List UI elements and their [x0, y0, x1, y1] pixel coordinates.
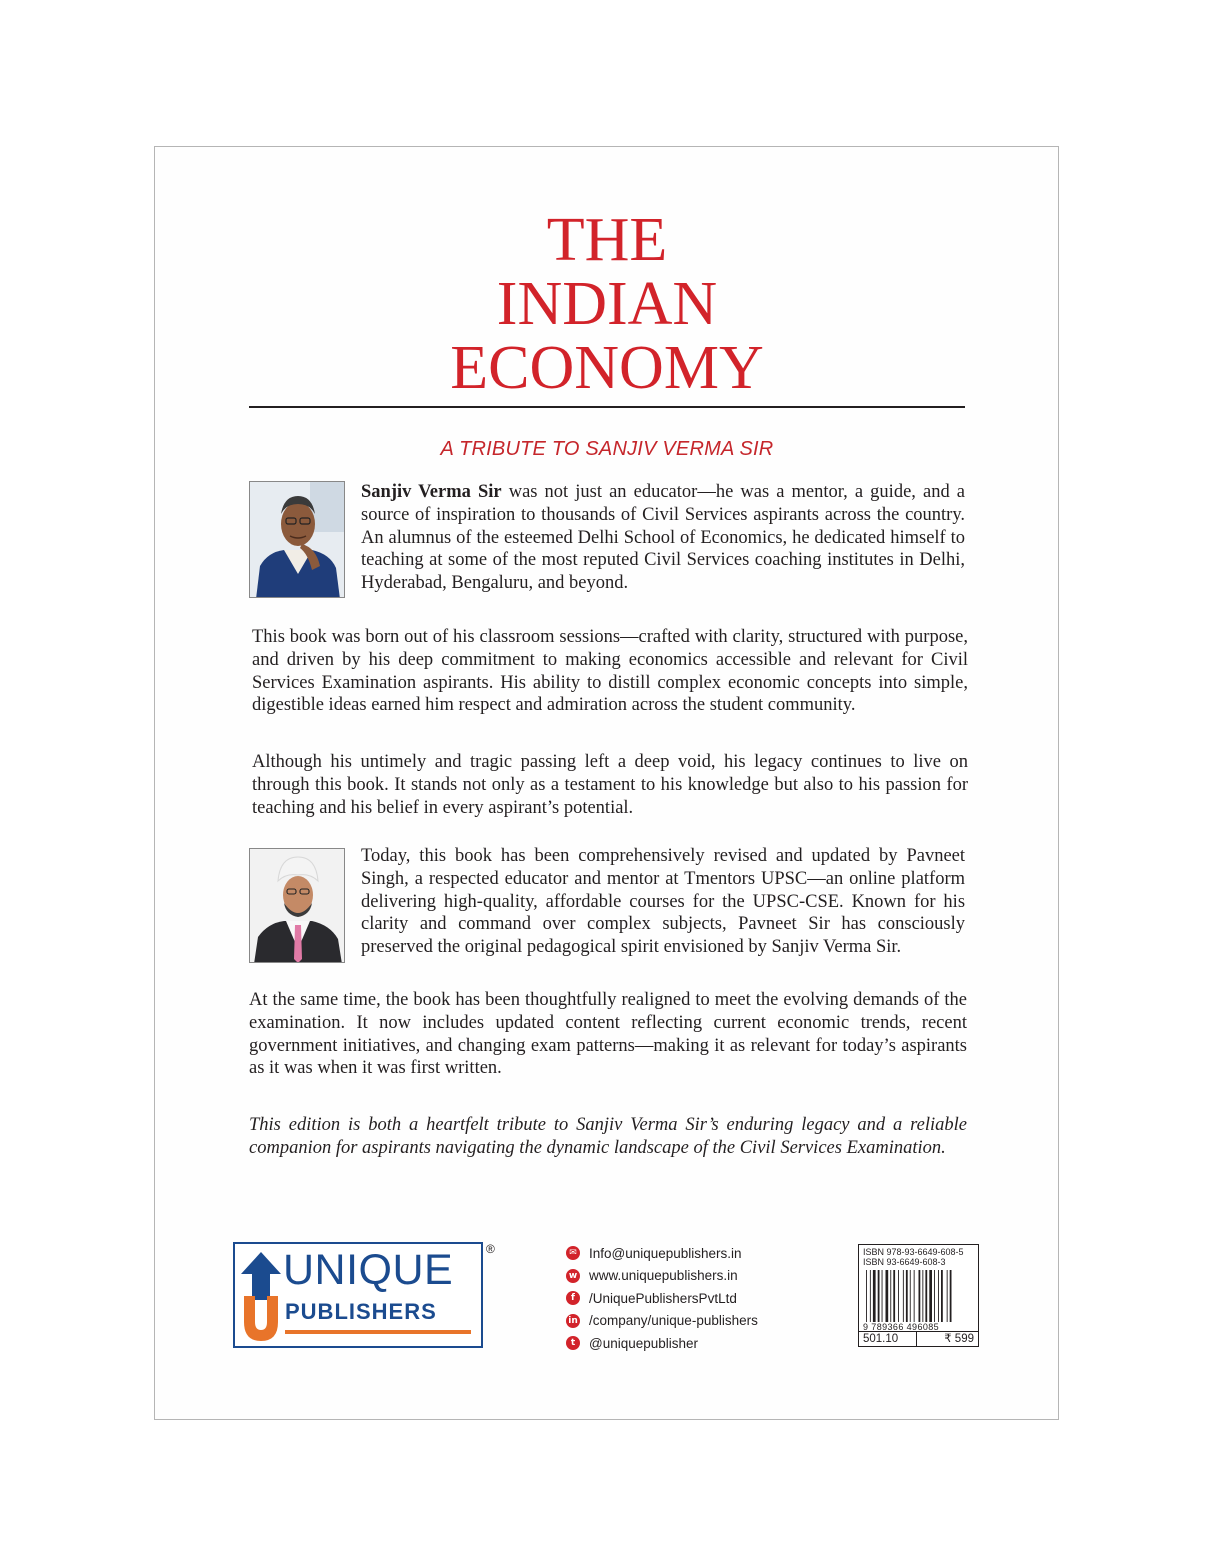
contact-text: /UniquePublishersPvtLtd: [589, 1290, 737, 1306]
title-line-2: INDIAN: [496, 270, 718, 338]
title-line-3: ECONOMY: [450, 334, 764, 402]
barcode-bar: [934, 1270, 935, 1322]
paragraph-line: pedagogical spirit envisioned by Sanjiv Verma Sir.: [526, 937, 902, 958]
barcode-bar: [878, 1270, 880, 1322]
isbn-footer: [859, 1331, 978, 1346]
title-line-1: THE: [546, 206, 668, 274]
barcode-bar: [893, 1270, 895, 1322]
barcode-bar: [910, 1270, 911, 1322]
contact-twitter[interactable]: [566, 1332, 758, 1355]
title-divider: [249, 406, 965, 408]
contact-linkedin[interactable]: [566, 1310, 758, 1333]
paragraph-line: demands of the examination. It now includes updated content reflecting current: [249, 990, 967, 1033]
contact-text: /company/unique-publishers: [589, 1313, 758, 1329]
intro-name: Sanjiv Verma Sir: [361, 482, 502, 502]
web-icon: w: [566, 1269, 580, 1283]
paragraph-realigned: [249, 989, 967, 1080]
barcode-bar: [914, 1270, 915, 1322]
intro-line: across the country. An alumnus of the esteemed Delhi School of: [361, 504, 965, 548]
barcode-bar: [898, 1270, 899, 1322]
barcode-bar: [866, 1270, 867, 1322]
isbn-block: [858, 1244, 979, 1347]
facebook-icon: f: [566, 1291, 580, 1305]
paragraph-line: patterns—making it as relevant for today’s aspirants as it was when it was first: [249, 1035, 968, 1079]
publisher-logo: [233, 1242, 483, 1348]
paragraph-line: Today, this book has been comprehensively revised and updated by: [361, 846, 898, 866]
contact-list: [566, 1242, 758, 1355]
intro-line: Bengaluru, and beyond.: [451, 573, 629, 594]
isbn-10: ISBN 93-6649-608-3: [863, 1257, 946, 1267]
barcode-bar: [925, 1270, 927, 1322]
paragraph-line: This book was born out of his classroom sessions—crafted with clarity, structured: [252, 627, 863, 647]
logo-underline: [285, 1330, 471, 1334]
sanjiv-verma-photo: [249, 481, 345, 598]
paragraph-line: with purpose, and driven by his deep commitment to making economics accessible: [252, 627, 968, 670]
paragraph-revision: [361, 845, 965, 959]
barcode-bar: [890, 1270, 891, 1322]
contact-text: Info@uniquepublishers.in: [589, 1245, 742, 1261]
contact-text: www.uniquepublishers.in: [589, 1268, 738, 1284]
paragraph-line: reliable companion for aspirants navigating the dynamic landscape of the Civil: [249, 1115, 968, 1158]
paragraph-line: Although his untimely and tragic passing left a deep void, his legacy continues to live: [252, 752, 941, 772]
email-icon: ✉: [566, 1246, 580, 1260]
barcode-bar: [950, 1270, 952, 1322]
barcode-bar: [903, 1270, 904, 1322]
logo-name-bottom: PUBLISHERS: [285, 1299, 437, 1324]
registered-mark: ®: [486, 1242, 495, 1256]
barcode-bar: [882, 1270, 883, 1322]
barcode-bar: [906, 1270, 908, 1322]
upload-arrow-icon: [241, 1252, 281, 1342]
paragraph-line: for the UPSC-CSE. Known for his clarity and command over complex: [361, 891, 966, 935]
paragraph-line: on through this book. It stands not only as a testament to his knowledge but also to: [252, 752, 968, 795]
paragraph-classroom: [252, 626, 968, 717]
paragraph-line: his passion for teaching and his belief in every aspirant’s potential.: [252, 774, 969, 818]
barcode-bar: [873, 1270, 876, 1322]
barcode-bar: [947, 1270, 948, 1322]
paragraph-line: economic trends, recent government initiatives, and changing exam: [249, 1012, 967, 1056]
paragraph-line: and relevant for Civil Services Examination aspirants. His ability to distill complex: [252, 649, 968, 693]
barcode: [864, 1270, 974, 1322]
twitter-icon: t: [566, 1336, 580, 1350]
intro-line: Economics, he dedicated himself to teaching at some of the most: [361, 527, 966, 571]
contact-website[interactable]: [566, 1265, 758, 1288]
isbn-13: ISBN 978-93-6649-608-5: [863, 1247, 964, 1257]
barcode-bar: [919, 1270, 921, 1322]
barcode-bar: [929, 1270, 932, 1322]
barcode-digits: 9 789366 496085: [863, 1322, 940, 1332]
barcode-bar: [922, 1270, 923, 1322]
intro-paragraph: [361, 481, 965, 595]
intro-line: was not just an educator—he was a mentor, a guide,: [508, 482, 916, 502]
paragraph-line: written.: [444, 1058, 502, 1079]
book-code: 501.10: [863, 1333, 899, 1345]
paragraph-legacy: [252, 751, 968, 819]
contact-facebook[interactable]: [566, 1287, 758, 1310]
book-title: [0, 208, 1214, 400]
pavneet-singh-photo: [249, 848, 345, 963]
contact-email[interactable]: [566, 1242, 758, 1265]
paragraph-line: economic concepts into simple, digestible ideas earned him respect and admiration: [252, 672, 969, 716]
barcode-bar: [886, 1270, 889, 1322]
barcode-bar: [870, 1270, 871, 1322]
book-price: ₹ 599: [916, 1332, 978, 1346]
paragraph-closing: [249, 1114, 967, 1160]
paragraph-line: Pavneet Singh, a respected educator and mentor at Tmentors: [361, 846, 966, 889]
paragraph-line: subjects, Pavneet Sir has consciously preserved the original: [361, 914, 966, 958]
intro-line: reputed Civil Services coaching institutes in Delhi, Hyderabad,: [361, 550, 966, 594]
paragraph-line: Services Examination.: [780, 1137, 946, 1158]
tribute-heading: A TRIBUTE TO SANJIV VERMA SIR: [440, 438, 774, 460]
paragraph-line: across the student community.: [631, 695, 856, 716]
barcode-bar: [938, 1270, 939, 1322]
paragraph-line: UPSC—an online platform delivering high-quality, affordable courses: [361, 868, 966, 912]
intro-line: and a source of inspiration to thousands of Civil Services aspirants: [361, 482, 966, 525]
logo-name-top: UNIQUE: [283, 1246, 454, 1294]
linkedin-icon: in: [566, 1314, 580, 1328]
paragraph-line: At the same time, the book has been thoughtfully realigned to meet the evolving: [249, 990, 849, 1010]
contact-text: @uniquepublisher: [589, 1335, 699, 1351]
barcode-bar: [941, 1270, 943, 1322]
paragraph-line: This edition is both a heartfelt tribute to Sanjiv Verma Sir’s enduring legacy and a: [249, 1115, 903, 1135]
